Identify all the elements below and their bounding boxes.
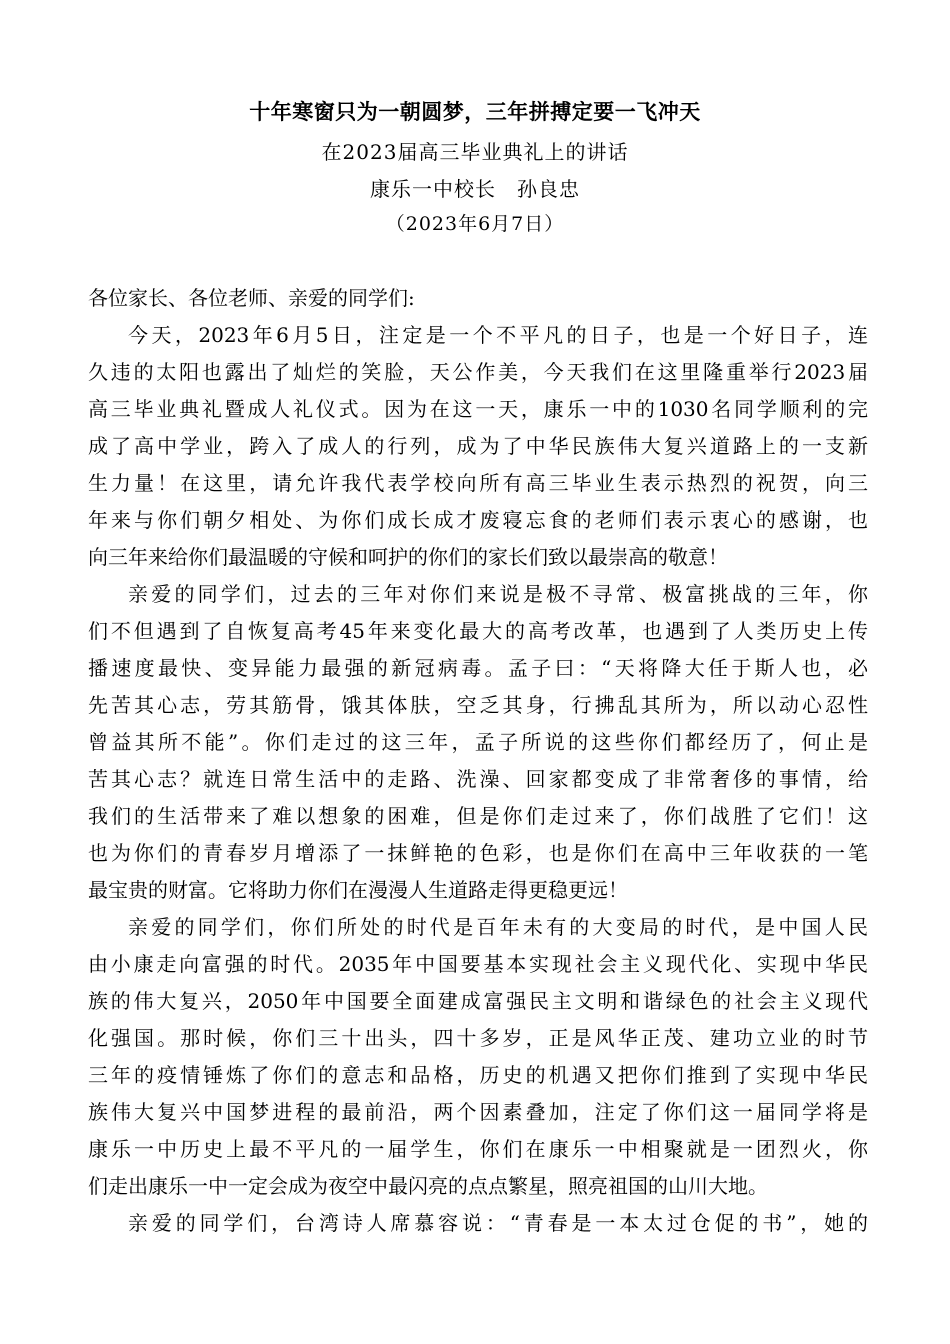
paragraph <box>88 317 868 576</box>
paragraph-line: 向三年来给你们最温暖的守候和呵护的你们的家长们致以最崇高的敬意！ <box>88 545 728 569</box>
paragraph-line: 曾益其所不能”。你们走过的这三年，孟子所说的这些你们都经历了，何止是 <box>88 730 868 754</box>
paragraph-line: 久违的太阳也露出了灿烂的笑脸，天公作美，今天我们在这里隆重举行2023届 <box>88 360 868 384</box>
paragraph-line: 苦其心志？就连日常生活中的走路、洗澡、回家都变成了非常奢侈的事情，给 <box>88 767 868 791</box>
paragraph-line: 亲爱的同学们，过去的三年对你们来说是极不寻常、极富挑战的三年，你 <box>128 582 868 606</box>
paragraph-line: 由小康走向富强的时代。2035年中国要基本实现社会主义现代化、实现中华民 <box>88 952 868 976</box>
paragraph-line: 先苦其心志，劳其筋骨，饿其体肤，空乏其身，行拂乱其所为，所以动心忍性 <box>88 693 868 717</box>
paragraph-line: 亲爱的同学们，台湾诗人席慕容说：“青春是一本太过仓促的书”，她的 <box>128 1211 868 1235</box>
paragraph-line: 族的伟大复兴，2050年中国要全面建成富强民主文明和谐绿色的社会主义现代 <box>88 989 868 1013</box>
paragraph <box>88 909 868 1205</box>
paragraph-line: 亲爱的同学们，你们所处的时代是百年未有的大变局的时代，是中国人民 <box>128 915 868 939</box>
paragraph-line: 年来与你们朝夕相处、为你们成长成才废寝忘食的老师们表示衷心的感谢，也 <box>88 508 868 532</box>
document-author: 康乐一中校长 孙良忠 <box>370 177 580 201</box>
paragraph-line: 生力量！在这里，请允许我代表学校向所有高三毕业生表示热烈的祝贺，向三 <box>88 471 868 495</box>
paragraph-line: 三年的疫情锤炼了你们的意志和品格，历史的机遇又把你们推到了实现中华民 <box>88 1063 868 1087</box>
paragraph-line: 族伟大复兴中国梦进程的最前沿，两个因素叠加，注定了你们这一届同学将是 <box>88 1100 868 1124</box>
paragraph-line: 最宝贵的财富。它将助力你们在漫漫人生道路走得更稳更远！ <box>88 878 628 902</box>
paragraph <box>88 576 868 909</box>
paragraph <box>88 1205 868 1242</box>
salutation: 各位家长、各位老师、亲爱的同学们: <box>88 286 415 310</box>
paragraph-line: 高三毕业典礼暨成人礼仪式。因为在这一天，康乐一中的1030名同学顺利的完 <box>88 397 868 421</box>
paragraph-line: 们不但遇到了自恢复高考45年来变化最大的高考改革，也遇到了人类历史上传 <box>88 619 868 643</box>
document-title: 十年寒窗只为一朝圆梦，三年拼搏定要一飞冲天 <box>249 99 701 124</box>
paragraph-list <box>88 317 868 1242</box>
paragraph-line: 们走出康乐一中一定会成为夜空中最闪亮的点点繁星，照亮祖国的山川大地。 <box>88 1174 768 1198</box>
paragraph-line: 成了高中学业，跨入了成人的行列，成为了中华民族伟大复兴道路上的一支新 <box>88 434 868 458</box>
document-date: （2023年6月7日） <box>385 213 565 235</box>
paragraph-line: 也为你们的青春岁月增添了一抹鲜艳的色彩，也是你们在高中三年收获的一笔 <box>88 841 868 865</box>
document-subtitle: 在2023届高三毕业典礼上的讲话 <box>321 140 629 164</box>
paragraph-line: 我们的生活带来了难以想象的困难，但是你们走过来了，你们战胜了它们！这 <box>88 804 868 828</box>
paragraph-line: 播速度最快、变异能力最强的新冠病毒。孟子曰：“天将降大任于斯人也，必 <box>88 656 868 680</box>
speech-body <box>88 280 868 1242</box>
paragraph-line: 康乐一中历史上最不平凡的一届学生，你们在康乐一中相聚就是一团烈火，你 <box>88 1137 868 1161</box>
paragraph-line: 化强国。那时候，你们三十出头，四十多岁，正是风华正茂、建功立业的时节 <box>88 1026 868 1050</box>
paragraph-line: 今天，2023年6月5日，注定是一个不平凡的日子，也是一个好日子，连 <box>128 323 868 347</box>
